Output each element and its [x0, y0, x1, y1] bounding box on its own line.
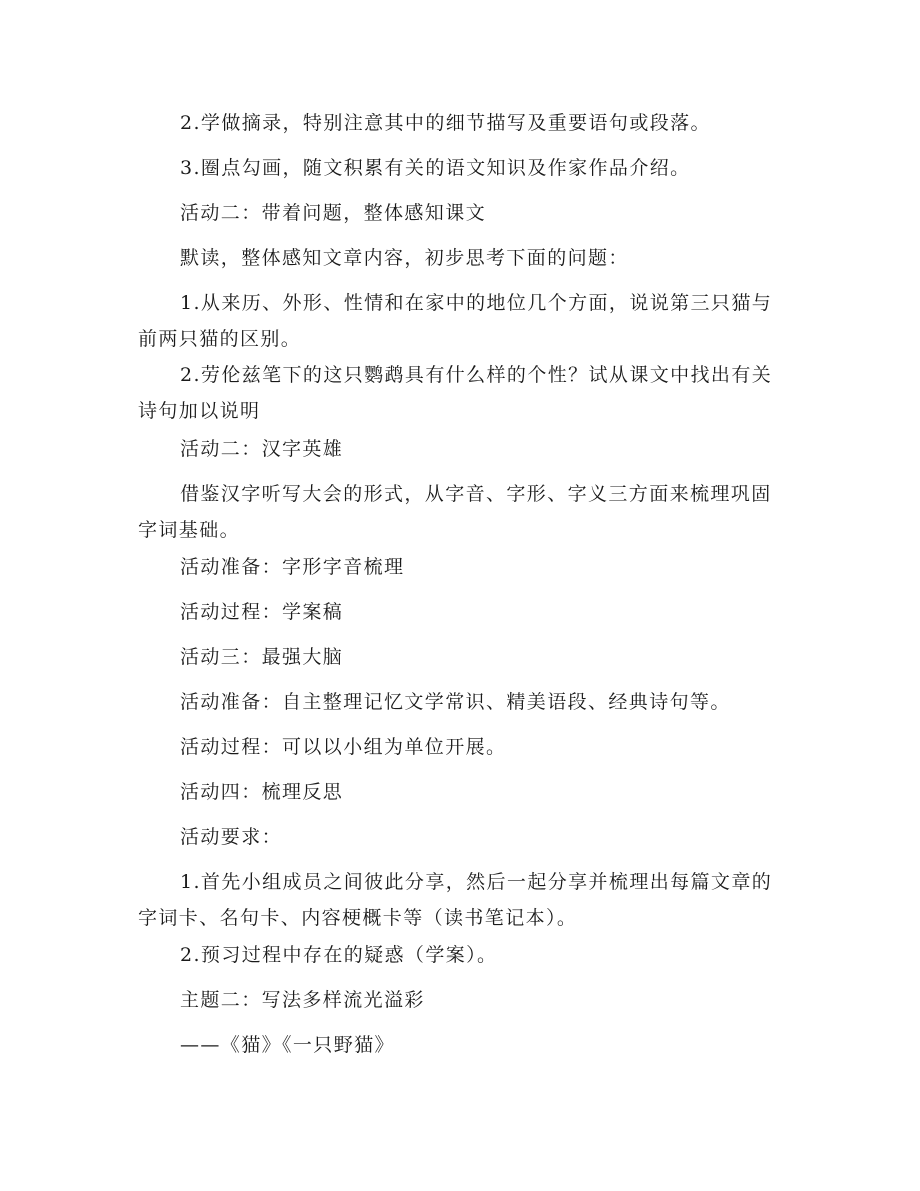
paragraph-15: 活动要求：: [180, 826, 283, 848]
paragraph-3: 活动二：带着问题，整体感知课文: [180, 202, 487, 224]
paragraph-19: ——《猫》《一只野猫》: [180, 1034, 395, 1056]
paragraph-8: 借鉴汉字听写大会的形式，从字音、字形、字义三方面来梳理巩固字词基础。: [138, 483, 772, 541]
paragraph-9: 活动准备：字形字音梳理: [180, 556, 405, 578]
paragraph-11: 活动三：最强大脑: [180, 646, 344, 668]
paragraph-18: 主题二：写法多样流光溢彩: [180, 989, 425, 1011]
paragraph-13: 活动过程：可以以小组为单位开展。: [180, 736, 507, 758]
paragraph-5: 1.从来历、外形、性情和在家中的地位几个方面，说说第三只猫与前两只猫的区别。: [138, 292, 773, 350]
paragraph-16: 1.首先小组成员之间彼此分享，然后一起分享并梳理出每篇文章的字词卡、名句卡、内容梗概卡等（读书笔记本）。: [138, 871, 773, 929]
paragraph-17: 2.预习过程中存在的疑惑（学案）。: [180, 944, 498, 966]
paragraph-1: 2.学做摘录，特别注意其中的细节描写及重要语句或段落。: [180, 112, 711, 134]
paragraph-7: 活动二：汉字英雄: [180, 438, 344, 460]
paragraph-10: 活动过程：学案稿: [180, 601, 344, 623]
paragraph-14: 活动四：梳理反思: [180, 781, 344, 803]
paragraph-2: 3.圈点勾画，随文积累有关的语文知识及作家作品介绍。: [180, 157, 691, 179]
paragraph-4: 默读，整体感知文章内容，初步思考下面的问题：: [180, 247, 629, 269]
paragraph-6: 2.劳伦兹笔下的这只鹦鹉具有什么样的个性？试从课文中找出有关诗句加以说明: [138, 364, 773, 422]
paragraph-12: 活动准备：自主整理记忆文学常识、精美语段、经典诗句等。: [180, 691, 731, 713]
